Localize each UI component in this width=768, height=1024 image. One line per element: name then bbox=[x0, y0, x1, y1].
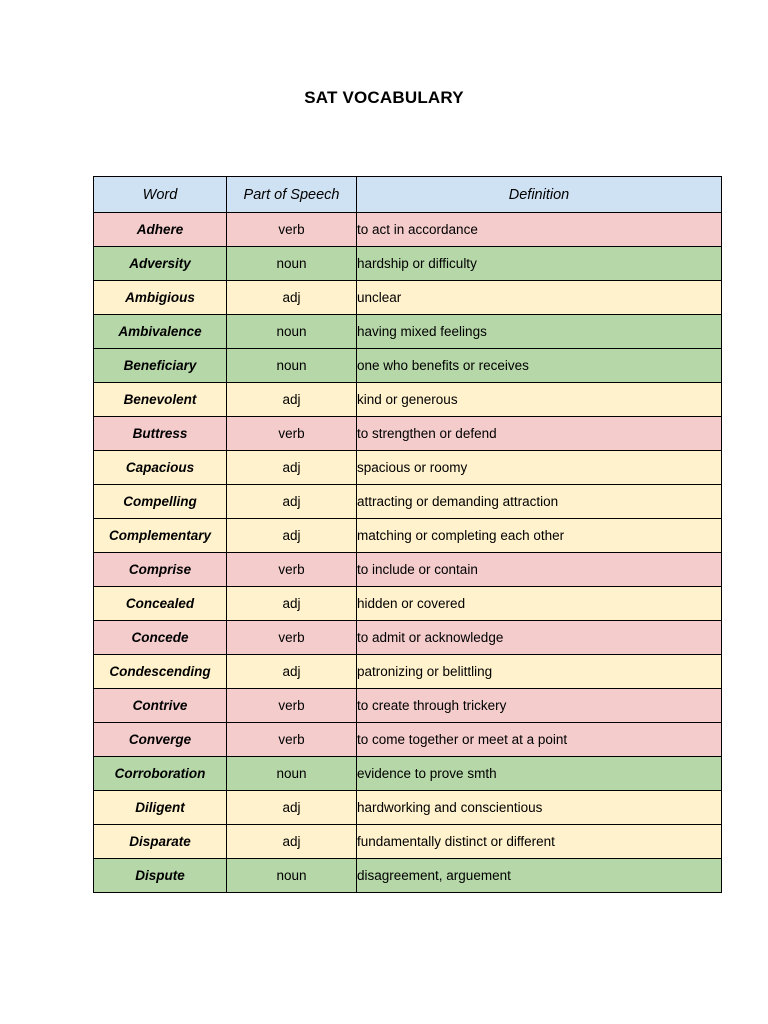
part-of-speech-cell: noun bbox=[227, 757, 357, 791]
vocabulary-table bbox=[93, 176, 722, 893]
definition-cell: patronizing or belittling bbox=[357, 655, 722, 689]
table-row bbox=[94, 315, 722, 349]
part-of-speech-cell: adj bbox=[227, 655, 357, 689]
word-cell: Beneficiary bbox=[94, 349, 227, 383]
part-of-speech-cell: adj bbox=[227, 451, 357, 485]
page-title: SAT VOCABULARY bbox=[304, 88, 464, 107]
part-of-speech-cell: verb bbox=[227, 417, 357, 451]
definition-cell: matching or completing each other bbox=[357, 519, 722, 553]
table-row bbox=[94, 859, 722, 893]
table-row bbox=[94, 689, 722, 723]
definition-cell: kind or generous bbox=[357, 383, 722, 417]
table-row bbox=[94, 451, 722, 485]
part-of-speech-cell: adj bbox=[227, 519, 357, 553]
part-of-speech-cell: adj bbox=[227, 281, 357, 315]
definition-cell: to strengthen or defend bbox=[357, 417, 722, 451]
word-cell: Concede bbox=[94, 621, 227, 655]
table-row bbox=[94, 621, 722, 655]
definition-cell: to act in accordance bbox=[357, 213, 722, 247]
word-cell: Compelling bbox=[94, 485, 227, 519]
table-row bbox=[94, 213, 722, 247]
definition-cell: attracting or demanding attraction bbox=[357, 485, 722, 519]
word-cell: Converge bbox=[94, 723, 227, 757]
table-row bbox=[94, 349, 722, 383]
word-cell: Complementary bbox=[94, 519, 227, 553]
definition-cell: fundamentally distinct or different bbox=[357, 825, 722, 859]
part-of-speech-cell: noun bbox=[227, 349, 357, 383]
part-of-speech-cell: verb bbox=[227, 213, 357, 247]
word-cell: Contrive bbox=[94, 689, 227, 723]
part-of-speech-cell: adj bbox=[227, 383, 357, 417]
table-row bbox=[94, 587, 722, 621]
part-of-speech-cell: adj bbox=[227, 791, 357, 825]
table-body bbox=[94, 213, 722, 893]
part-of-speech-cell: adj bbox=[227, 485, 357, 519]
table-row bbox=[94, 485, 722, 519]
table-row bbox=[94, 757, 722, 791]
header-part-of-speech: Part of Speech bbox=[227, 177, 357, 213]
part-of-speech-cell: adj bbox=[227, 587, 357, 621]
part-of-speech-cell: adj bbox=[227, 825, 357, 859]
table-row bbox=[94, 723, 722, 757]
definition-cell: to create through trickery bbox=[357, 689, 722, 723]
word-cell: Capacious bbox=[94, 451, 227, 485]
definition-cell: hidden or covered bbox=[357, 587, 722, 621]
definition-cell: unclear bbox=[357, 281, 722, 315]
part-of-speech-cell: noun bbox=[227, 859, 357, 893]
word-cell: Corroboration bbox=[94, 757, 227, 791]
word-cell: Ambigious bbox=[94, 281, 227, 315]
part-of-speech-cell: verb bbox=[227, 621, 357, 655]
word-cell: Diligent bbox=[94, 791, 227, 825]
part-of-speech-cell: verb bbox=[227, 723, 357, 757]
word-cell: Concealed bbox=[94, 587, 227, 621]
header-definition: Definition bbox=[357, 177, 722, 213]
word-cell: Adversity bbox=[94, 247, 227, 281]
definition-cell: to come together or meet at a point bbox=[357, 723, 722, 757]
word-cell: Dispute bbox=[94, 859, 227, 893]
part-of-speech-cell: noun bbox=[227, 315, 357, 349]
table-row bbox=[94, 655, 722, 689]
table-header bbox=[94, 177, 722, 213]
table-row bbox=[94, 281, 722, 315]
table-row bbox=[94, 553, 722, 587]
definition-cell: one who benefits or receives bbox=[357, 349, 722, 383]
definition-cell: evidence to prove smth bbox=[357, 757, 722, 791]
word-cell: Ambivalence bbox=[94, 315, 227, 349]
word-cell: Comprise bbox=[94, 553, 227, 587]
word-cell: Benevolent bbox=[94, 383, 227, 417]
word-cell: Buttress bbox=[94, 417, 227, 451]
table-row bbox=[94, 247, 722, 281]
definition-cell: spacious or roomy bbox=[357, 451, 722, 485]
word-cell: Disparate bbox=[94, 825, 227, 859]
definition-cell: hardship or difficulty bbox=[357, 247, 722, 281]
definition-cell: disagreement, arguement bbox=[357, 859, 722, 893]
table-row bbox=[94, 825, 722, 859]
table-row bbox=[94, 383, 722, 417]
part-of-speech-cell: verb bbox=[227, 689, 357, 723]
header-word: Word bbox=[94, 177, 227, 213]
definition-cell: to include or contain bbox=[357, 553, 722, 587]
table-row bbox=[94, 791, 722, 825]
definition-cell: to admit or acknowledge bbox=[357, 621, 722, 655]
word-cell: Condescending bbox=[94, 655, 227, 689]
header-row bbox=[94, 177, 722, 213]
table-row bbox=[94, 417, 722, 451]
definition-cell: having mixed feelings bbox=[357, 315, 722, 349]
definition-cell: hardworking and conscientious bbox=[357, 791, 722, 825]
word-cell: Adhere bbox=[94, 213, 227, 247]
part-of-speech-cell: noun bbox=[227, 247, 357, 281]
part-of-speech-cell: verb bbox=[227, 553, 357, 587]
table-row bbox=[94, 519, 722, 553]
